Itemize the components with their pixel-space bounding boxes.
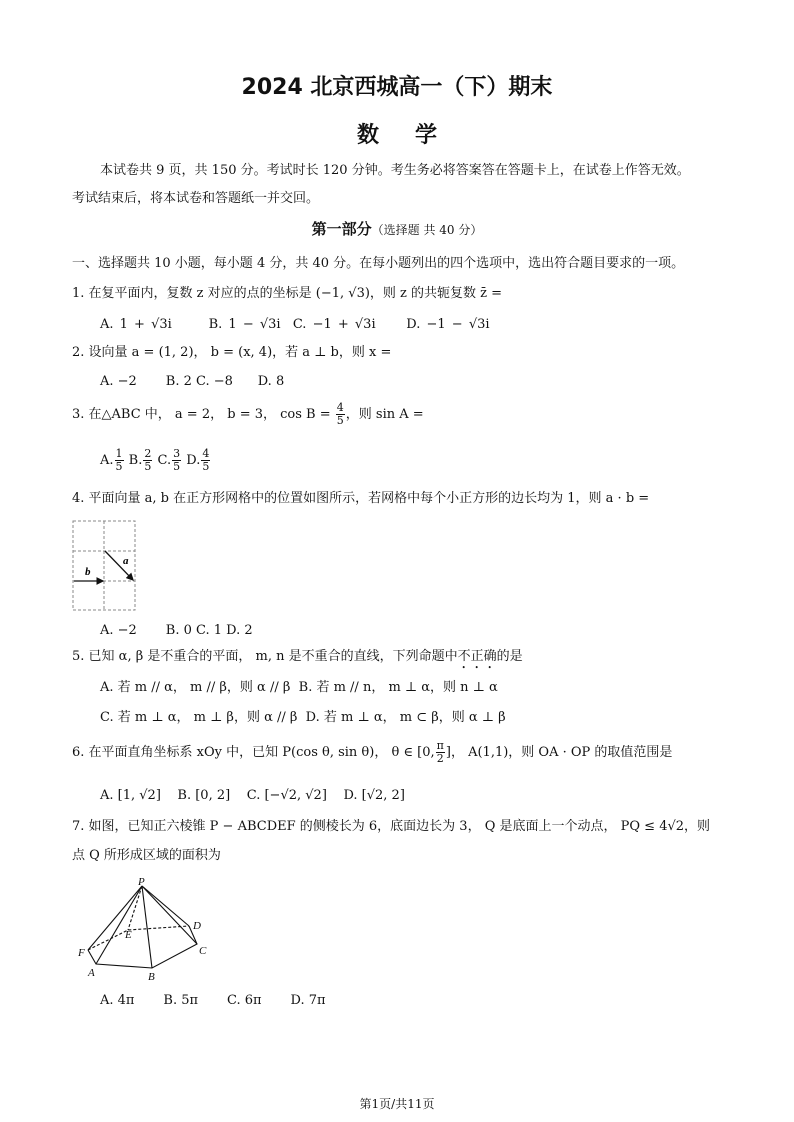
q4-options <box>100 622 253 640</box>
q6-option-a[interactable]: A. [1, √2] <box>100 788 161 803</box>
q6-stem-suffix: ]， A(1,1)，则 OA · OP 的取值范围是 <box>445 745 673 760</box>
section-intro: 一、选择题共 10 小题，每小题 4 分，共 40 分。在每小题列出的四个选项中，选出符合题目要求的一项。 <box>72 256 685 271</box>
q7-option-d[interactable]: D. 7π <box>290 993 326 1008</box>
exam-title: 2024 北京西城高一（下）期末 <box>241 75 553 100</box>
q5-stem-emphasis: 不正确 <box>457 649 497 664</box>
q4-stem: 4. 平面向量 a, b 在正方形网格中的位置如图所示，若网格中每个小正方形的边长均为 1，则 a · b = <box>72 491 650 506</box>
q2-options <box>100 373 284 391</box>
q1-options <box>100 316 490 334</box>
q5-option-b[interactable]: B. 若 m // n， m ⊥ α，则 n ⊥ α <box>298 680 498 695</box>
q3-stem-suffix: ，则 sin A = <box>345 407 424 422</box>
q3-options <box>100 448 211 474</box>
page-number: 第1页/共11页 <box>359 1097 435 1111</box>
instructions-line-1: 本试卷共 9 页，共 150 分。考试时长 120 分钟。考生务必将答案答在答题卡上，在试卷上作答无效。 <box>100 163 690 178</box>
q6-stem-prefix: 6. 在平面直角坐标系 xOy 中，已知 P(cos θ, sin θ)， θ ∈ [0, <box>72 745 435 760</box>
q7-stem-line-1: 7. 如图，已知正六棱锥 P − ABCDEF 的侧棱长为 6，底面边长为 3， Q 是底面上一个动点， PQ ≤ 4√2，则 <box>72 819 711 834</box>
q3-cosb-num: 4 <box>336 401 344 414</box>
q6-pi-fraction: $\frac{\pi}{2}$ <box>436 739 444 765</box>
q3-option-b[interactable]: B. $\frac{2}{5}$ <box>128 447 152 473</box>
q1-option-b[interactable]: B. 1 − √3i <box>208 317 281 332</box>
q2-option-d[interactable]: D. 8 <box>257 374 285 389</box>
q6-options <box>100 787 405 805</box>
q1-stem: 1. 在复平面内，复数 z 对应的点的坐标是 (−1, √3)，则 z 的共轭复数 z̄ = <box>72 286 503 301</box>
vector-b-label: b <box>85 566 91 578</box>
q4-option-b[interactable]: B. 0 <box>165 623 192 638</box>
part1-heading <box>0 218 794 239</box>
q3-option-d[interactable]: D. $\frac{4}{5}$ <box>186 447 210 473</box>
q3-stem-prefix: 3. 在△ABC 中， a = 2， b = 3， cos B = <box>72 407 331 422</box>
q1-option-d[interactable]: D. −1 − √3i <box>406 317 490 332</box>
q2-option-c[interactable]: C. −8 <box>196 374 233 389</box>
q7-option-c[interactable]: C. 6π <box>226 993 262 1008</box>
part1-note: （选择题 共 40 分） <box>371 223 483 237</box>
vertex-c-label: C <box>199 945 207 957</box>
q7-option-b[interactable]: B. 5π <box>163 993 199 1008</box>
q1-option-c[interactable]: C. −1 + √3i <box>292 317 376 332</box>
q5-option-a[interactable]: A. 若 m // α， m // β，则 α // β <box>100 680 291 695</box>
vertex-f-label: F <box>78 947 85 959</box>
q5-options-row-2 <box>100 709 506 727</box>
vertex-a-label: A <box>88 967 95 979</box>
q7-option-a[interactable]: A. 4π <box>100 993 135 1008</box>
q5-stem-suffix: 的是 <box>496 649 523 664</box>
q7-stem-line-2: 点 Q 所形成区域的面积为 <box>72 848 221 863</box>
q6-option-c[interactable]: C. [−√2, √2] <box>246 788 327 803</box>
q5-option-c[interactable]: C. 若 m ⊥ α， m ⊥ β，则 α // β <box>100 710 298 725</box>
q4-grid-figure <box>72 520 138 612</box>
q1-option-a[interactable]: A. 1 + √3i <box>100 317 172 332</box>
vertex-p-label: P <box>138 876 145 888</box>
vertex-e-label: E <box>125 929 132 941</box>
q4-option-c[interactable]: C. 1 <box>196 623 223 638</box>
q3-option-c[interactable]: C. $\frac{3}{5}$ <box>157 447 181 473</box>
q2-option-b[interactable]: B. 2 <box>165 374 192 389</box>
q5-stem <box>72 648 523 672</box>
instructions-line-2: 考试结束后，将本试卷和答题纸一并交回。 <box>72 191 320 206</box>
q5-stem-prefix: 5. 已知 α, β 是不重合的平面， m, n 是不重合的直线，下列命题中 <box>72 649 458 664</box>
q3-cosb-den: 5 <box>336 414 344 427</box>
q3-option-a[interactable]: A. $\frac{1}{5}$ <box>100 447 123 473</box>
q4-option-a[interactable]: A. −2 <box>100 623 137 638</box>
subject-title: 数学 <box>356 123 473 148</box>
q6-option-d[interactable]: D. [√2, 2] <box>343 788 405 803</box>
q2-option-a[interactable]: A. −2 <box>100 374 137 389</box>
q7-options <box>100 992 326 1010</box>
q6-option-b[interactable]: B. [0, 2] <box>177 788 231 803</box>
vertex-d-label: D <box>193 920 201 932</box>
q6-stem <box>72 740 672 766</box>
vector-a-arrow <box>105 551 133 580</box>
vector-a-label: a <box>123 555 129 567</box>
q5-options-row-1 <box>100 679 498 697</box>
q3-cosb-fraction <box>336 402 345 427</box>
q2-stem: 2. 设向量 a = (1, 2)， b = (x, 4)，若 a ⊥ b，则 x = <box>72 345 392 360</box>
q7-pyramid-figure <box>72 874 222 984</box>
q5-option-d[interactable]: D. 若 m ⊥ α， m ⊂ β，则 α ⊥ β <box>305 710 506 725</box>
q3-stem <box>72 402 424 428</box>
q4-option-d[interactable]: D. 2 <box>226 623 253 638</box>
part1-title: 第一部分 <box>311 220 372 238</box>
vertex-b-label: B <box>148 971 155 983</box>
